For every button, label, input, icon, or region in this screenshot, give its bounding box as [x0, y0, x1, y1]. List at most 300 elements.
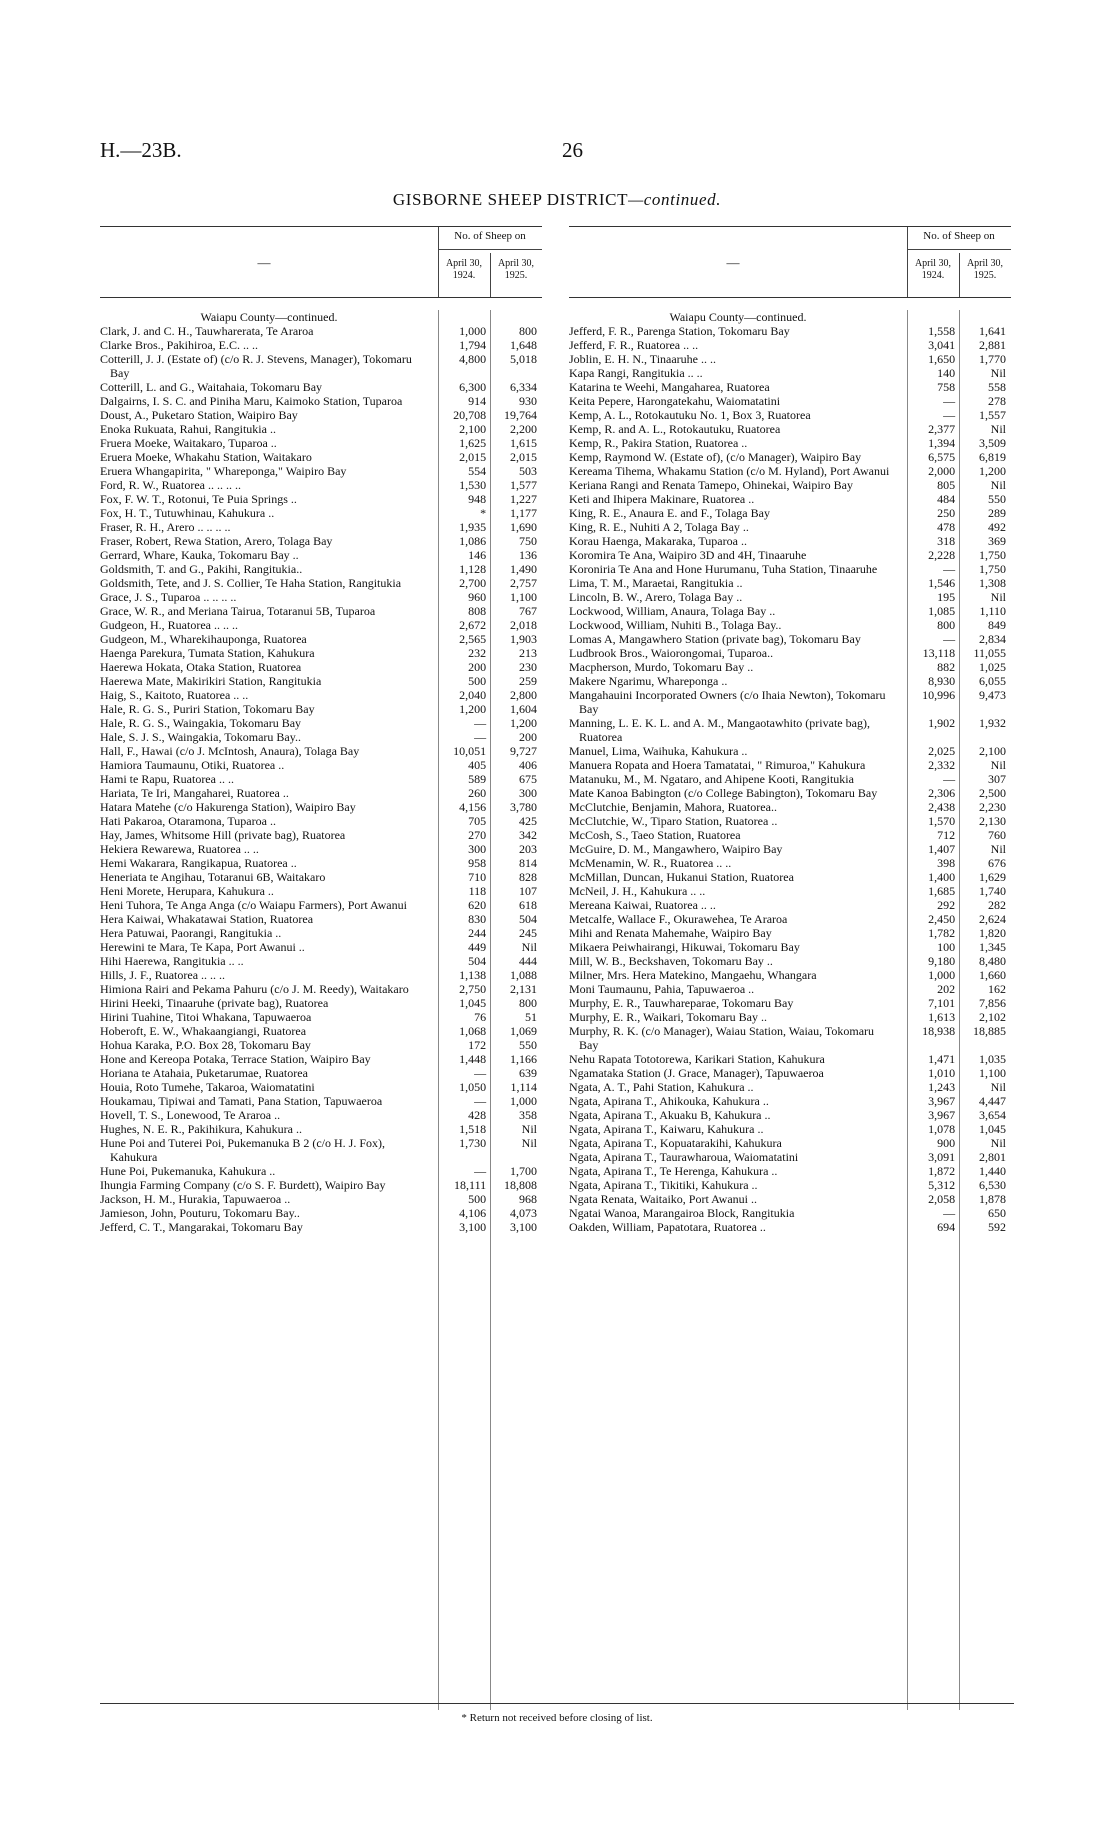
owner-name: Hoberoft, E. W., Whakaangiangi, Ruatorea — [100, 1024, 307, 1038]
table-row — [100, 464, 542, 478]
date-1925-header: April 30, 1925. — [966, 258, 1004, 281]
table-row — [569, 394, 1011, 408]
sheep-count-1925: 639 — [519, 1066, 538, 1080]
table-row — [100, 394, 542, 408]
sheep-count-1925: 213 — [519, 646, 538, 660]
owner-name: Haig, S., Kaitoto, Ruatorea .. .. — [100, 688, 249, 702]
owner-name: Hekiera Rewarewa, Ruatorea .. .. — [100, 842, 259, 856]
sheep-count-1924: 478 — [937, 520, 956, 534]
sheep-count-1924: 589 — [468, 772, 487, 786]
owner-name: Fruera Moeke, Waitakaro, Tuparoa .. — [100, 436, 277, 450]
sheep-count-1924: 6,575 — [928, 450, 956, 464]
sheep-count-1924: 484 — [937, 492, 956, 506]
table-row — [569, 1094, 1011, 1108]
sheep-count-1925: 2,800 — [510, 688, 538, 702]
table-row — [100, 1094, 542, 1108]
sheep-count-1924: 1,394 — [928, 436, 956, 450]
owner-name: Hera Kaiwai, Whakatawai Station, Ruatorea — [100, 912, 314, 926]
sheep-count-1924: 428 — [468, 1108, 487, 1122]
sheep-count-1925: 444 — [519, 954, 538, 968]
owner-name: Gerrard, Whare, Kauka, Tokomaru Bay .. — [100, 548, 299, 562]
table-row — [569, 828, 1011, 842]
owner-name: Ngata Renata, Waitaiko, Port Awanui .. — [569, 1192, 758, 1206]
owner-name: Manning, L. E. K. L. and A. M., Mangaotawhito (private bag), Ruatorea — [569, 716, 870, 744]
owner-name: Koroniria Te Ana and Hone Hurumanu, Tuha Station, Tinaaruhe — [569, 562, 878, 576]
table-row — [100, 1122, 542, 1136]
owner-name: Kemp, R. and A. L., Rotokautuku, Ruatorea — [569, 422, 781, 436]
owner-name: Korau Haenga, Makaraka, Tuparoa .. — [569, 534, 747, 548]
date-1924-header: April 30, 1924. — [914, 258, 952, 281]
table-row — [569, 436, 1011, 450]
sheep-count-1925: 230 — [519, 660, 538, 674]
owner-name: King, R. E., Anaura E. and F., Tolaga Bay — [569, 506, 770, 520]
table-row — [100, 856, 542, 870]
owner-name: Ngata, Apirana T., Kopuatarakihi, Kahukura — [569, 1136, 782, 1150]
owner-name: Ford, R. W., Ruatorea .. .. .. .. — [100, 478, 241, 492]
owner-name: Gudgeon, M., Wharekihauponga, Ruatorea — [100, 632, 307, 646]
sheep-count-1924: 1,000 — [459, 324, 487, 338]
sheep-count-1924: 705 — [468, 814, 487, 828]
owner-name: Clarke Bros., Pakihiroa, E.C. .. .. — [100, 338, 258, 352]
owner-name: Hills, J. F., Ruatorea .. .. .. — [100, 968, 226, 982]
owner-name: Makere Ngarimu, Whareponga .. — [569, 674, 728, 688]
owner-name: Fox, F. W. T., Rotonui, Te Puia Springs .. — [100, 492, 297, 506]
table-row — [100, 702, 542, 716]
sheep-count-1925: 3,780 — [510, 800, 538, 814]
sheep-count-1924: 1,471 — [928, 1052, 956, 1066]
owner-name: Houia, Roto Tumehe, Takaroa, Waiomatatini — [100, 1080, 315, 1094]
sheep-count-1925: 1,932 — [979, 716, 1007, 730]
sheep-count-1925: 1,000 — [510, 1094, 538, 1108]
table-row — [100, 422, 542, 436]
title-main: GISBORNE SHEEP DISTRICT — [392, 190, 629, 209]
sheep-count-1925: 550 — [519, 1038, 538, 1052]
table-row — [569, 1220, 1011, 1234]
owner-name: Katarina te Weehi, Mangaharea, Ruatorea — [569, 380, 770, 394]
table-row — [100, 968, 542, 982]
county-heading: Waiapu County—continued. — [669, 310, 807, 324]
sheep-count-1925: 1,700 — [510, 1164, 538, 1178]
sheep-count-1924: 405 — [468, 758, 487, 772]
sheep-count-1924: 1,400 — [928, 870, 956, 884]
sheep-count-1925: 282 — [988, 898, 1007, 912]
sheep-count-1925: 6,334 — [510, 380, 538, 394]
sheep-count-1925: 342 — [519, 828, 538, 842]
table-row — [569, 548, 1011, 562]
table-row — [100, 758, 542, 772]
sheep-count-1925: 3,100 — [510, 1220, 538, 1234]
table-row — [100, 520, 542, 534]
owner-name: Hay, James, Whitsome Hill (private bag), Ruatorea — [100, 828, 346, 842]
table-header — [100, 226, 542, 298]
owner-column-header: — — [257, 255, 271, 270]
table-row — [569, 534, 1011, 548]
owner-name: Hihi Haerewa, Rangitukia .. .. — [100, 954, 244, 968]
owner-name: McCosh, S., Taeo Station, Ruatorea — [569, 828, 741, 842]
sheep-count-1924: 3,041 — [928, 338, 956, 352]
table-row — [569, 1108, 1011, 1122]
sheep-count-1924: — — [474, 730, 487, 744]
sheep-count-1924: 805 — [937, 478, 956, 492]
owner-name: Hughes, N. E. R., Pakihikura, Kahukura .. — [100, 1122, 302, 1136]
table-row — [100, 450, 542, 464]
table-row — [569, 954, 1011, 968]
table-row — [569, 1010, 1011, 1024]
table-row — [569, 968, 1011, 982]
sheep-count-1924: 4,106 — [459, 1206, 487, 1220]
sheep-count-header: No. of Sheep on — [454, 230, 526, 242]
sheep-count-1924: 1,730 — [459, 1136, 487, 1150]
sheep-count-1925: 800 — [519, 324, 538, 338]
sheep-count-1924: 2,750 — [459, 982, 487, 996]
title-suffix: —continued. — [628, 190, 722, 209]
sheep-count-1924: 1,872 — [928, 1164, 956, 1178]
sheep-count-1925: 4,447 — [979, 1094, 1007, 1108]
sheep-count-1925: 107 — [519, 884, 538, 898]
page-title — [0, 190, 1114, 210]
table-row — [569, 352, 1011, 366]
sheep-count-1925: 2,015 — [510, 450, 538, 464]
sheep-count-1924: 694 — [937, 1220, 956, 1234]
table-row — [569, 1178, 1011, 1192]
table-row — [100, 1052, 542, 1066]
table-row — [569, 1052, 1011, 1066]
sheep-count-1924: 2,565 — [459, 632, 487, 646]
sheep-count-1925: 1,629 — [979, 870, 1007, 884]
sheep-count-1924: 882 — [937, 660, 956, 674]
owner-name: Moni Taumaunu, Pahia, Tapuwaeroa .. — [569, 982, 755, 996]
table-row — [100, 982, 542, 996]
sheep-count-1924: 1,794 — [459, 338, 487, 352]
sheep-count-1925: 51 — [525, 1010, 538, 1024]
sheep-count-1924: 2,306 — [928, 786, 956, 800]
sheep-count-1925: Nil — [990, 758, 1007, 772]
sheep-count-1924: 76 — [474, 1010, 487, 1024]
owner-name: Hovell, T. S., Lonewood, Te Araroa .. — [100, 1108, 281, 1122]
table-row — [100, 408, 542, 422]
sheep-count-1925: Nil — [990, 1136, 1007, 1150]
sheep-count-1925: 849 — [988, 618, 1007, 632]
sheep-count-1924: 808 — [468, 604, 487, 618]
owner-name: Lincoln, B. W., Arero, Tolaga Bay .. — [569, 590, 743, 604]
sheep-count-1925: Nil — [990, 1080, 1007, 1094]
sheep-count-1924: 398 — [937, 856, 956, 870]
table-row — [569, 338, 1011, 352]
table-row — [100, 716, 542, 730]
sheep-count-1924: — — [943, 408, 956, 422]
sheep-count-1924: 1,010 — [928, 1066, 956, 1080]
sheep-count-1925: 369 — [988, 534, 1007, 548]
table-row — [569, 870, 1011, 884]
owner-name: McMillan, Duncan, Hukanui Station, Ruatorea — [569, 870, 794, 884]
sheep-count-1925: 1,820 — [979, 926, 1007, 940]
owner-name: Grace, J. S., Tuparoa .. .. .. .. — [100, 590, 237, 604]
table-row — [100, 996, 542, 1010]
sheep-count-1924: — — [474, 1094, 487, 1108]
owner-name: Hune Poi, Pukemanuka, Kahukura .. — [100, 1164, 276, 1178]
sheep-count-1925: 558 — [988, 380, 1007, 394]
sheep-count-1925: 1,100 — [510, 590, 538, 604]
owner-name: Hale, R. G. S., Puriri Station, Tokomaru Bay — [100, 702, 315, 716]
table-row — [569, 506, 1011, 520]
owner-name: McNeil, J. H., Kahukura .. .. — [569, 884, 706, 898]
owner-name: Heni Morete, Herupara, Kahukura .. — [100, 884, 274, 898]
sheep-count-1924: 200 — [468, 660, 487, 674]
sheep-count-1925: 2,130 — [979, 814, 1007, 828]
table-row — [100, 1066, 542, 1080]
table-row — [100, 1192, 542, 1206]
owner-name: Himiona Rairi and Pekama Pahuru (c/o J. M. Reedy), Waitakaro — [100, 982, 409, 996]
sheep-count-1925: 1,440 — [979, 1164, 1007, 1178]
sheep-count-1925: 1,110 — [979, 604, 1007, 618]
date-1925-header: April 30, 1925. — [497, 258, 535, 281]
sheep-count-1925: 2,102 — [979, 1010, 1007, 1024]
owner-name: Lima, T. M., Maraetai, Rangitukia .. — [569, 576, 743, 590]
owner-name: Mikaera Peiwhairangi, Hikuwai, Tokomaru Bay — [569, 940, 800, 954]
sheep-count-1925: 650 — [988, 1206, 1007, 1220]
table-row — [100, 548, 542, 562]
sheep-count-1924: * — [480, 506, 487, 520]
footnote: * Return not received before closing of list. — [461, 1712, 653, 1724]
sheep-count-1924: 2,450 — [928, 912, 956, 926]
sheep-count-1924: 1,407 — [928, 842, 956, 856]
county-heading: Waiapu County—continued. — [200, 310, 338, 324]
sheep-count-1925: 200 — [519, 730, 538, 744]
table-row — [100, 478, 542, 492]
sheep-count-1924: 948 — [468, 492, 487, 506]
table-row — [100, 912, 542, 926]
sheep-count-1925: 18,808 — [504, 1178, 538, 1192]
owner-name: Ngata, A. T., Pahi Station, Kahukura .. — [569, 1080, 754, 1094]
sheep-count-1924: 146 — [468, 548, 487, 562]
owner-name: Hami te Rapu, Ruatorea .. .. — [100, 772, 234, 786]
sheep-count-1924: 6,300 — [459, 380, 487, 394]
sheep-count-1925: 1,069 — [510, 1024, 538, 1038]
sheep-count-1924: 449 — [468, 940, 487, 954]
owner-name: Goldsmith, Tete, and J. S. Collier, Te Haha Station, Rangitukia — [100, 576, 402, 590]
owner-name: Jamieson, John, Pouturu, Tokomaru Bay.. — [100, 1206, 300, 1220]
sheep-count-1925: 760 — [988, 828, 1007, 842]
owner-name: Hale, R. G. S., Waingakia, Tokomaru Bay — [100, 716, 302, 730]
owner-name: Haenga Parekura, Tumata Station, Kahukura — [100, 646, 315, 660]
sheep-count-1925: 750 — [519, 534, 538, 548]
sheep-count-1924: 1,078 — [928, 1122, 956, 1136]
sheep-count-1924: 1,128 — [459, 562, 487, 576]
sheep-count-1925: 504 — [519, 912, 538, 926]
table-row — [100, 730, 542, 744]
owner-name: Jefferd, C. T., Mangarakai, Tokomaru Bay — [100, 1220, 303, 1234]
table-row — [100, 492, 542, 506]
owner-name: McGuire, D. M., Mangawhero, Waipiro Bay — [569, 842, 783, 856]
table-row — [569, 450, 1011, 464]
sheep-count-1925: 968 — [519, 1192, 538, 1206]
sheep-count-1924: 10,051 — [453, 744, 487, 758]
sheep-count-1924: 3,967 — [928, 1094, 956, 1108]
sheep-count-1925: 18,885 — [973, 1024, 1007, 1038]
owner-name: King, R. E., Nuhiti A 2, Tolaga Bay .. — [569, 520, 749, 534]
owner-name: Hune Poi and Tuterei Poi, Pukemanuka B 2 (c/o H. J. Fox), Kahukura — [100, 1136, 385, 1164]
sheep-count-1924: 1,086 — [459, 534, 487, 548]
sheep-count-1924: 830 — [468, 912, 487, 926]
table-row — [100, 1136, 542, 1164]
sheep-count-1924: 1,000 — [928, 968, 956, 982]
table-row — [100, 688, 542, 702]
table-row — [100, 674, 542, 688]
table-row — [100, 1206, 542, 1220]
sheep-count-1924: 2,228 — [928, 548, 956, 562]
sheep-count-1924: 800 — [937, 618, 956, 632]
table-row — [100, 814, 542, 828]
sheep-count-1924: 3,967 — [928, 1108, 956, 1122]
sheep-count-1925: 5,018 — [510, 352, 538, 366]
table-row — [100, 898, 542, 912]
sheep-count-1925: 278 — [988, 394, 1007, 408]
sheep-count-1925: 1,615 — [510, 436, 538, 450]
sheep-count-1925: 2,100 — [979, 744, 1007, 758]
owner-name: McClutchie, Benjamin, Mahora, Ruatorea.. — [569, 800, 777, 814]
table-row — [100, 828, 542, 842]
sheep-count-1924: 1,085 — [928, 604, 956, 618]
table-row — [100, 842, 542, 856]
sheep-count-1924: 9,180 — [928, 954, 956, 968]
sheep-count-1924: 1,045 — [459, 996, 487, 1010]
sheep-count-1924: — — [943, 772, 956, 786]
sheep-count-1924: 18,111 — [454, 1178, 487, 1192]
sheep-count-1925: Nil — [521, 1136, 538, 1150]
owner-name: Clark, J. and C. H., Tauwharerata, Te Araroa — [100, 324, 314, 338]
sheep-count-1924: 1,650 — [928, 352, 956, 366]
sheep-count-1924: 10,996 — [922, 688, 956, 702]
owner-name: Gudgeon, H., Ruatorea .. .. .. — [100, 618, 238, 632]
sheep-count-1924: 232 — [468, 646, 487, 660]
table-row — [100, 604, 542, 618]
table-row — [100, 1080, 542, 1094]
sheep-count-1925: 1,604 — [510, 702, 538, 716]
sheep-count-1925: 814 — [519, 856, 538, 870]
sheep-count-1924: 202 — [937, 982, 956, 996]
table-row — [569, 898, 1011, 912]
owner-name: Fraser, Robert, Rewa Station, Arero, Tolaga Bay — [100, 534, 333, 548]
sheep-count-1925: 1,740 — [979, 884, 1007, 898]
table-row — [569, 562, 1011, 576]
sheep-count-1925: 1,200 — [979, 464, 1007, 478]
table-row — [569, 1164, 1011, 1178]
owner-name: Fox, H. T., Tutuwhinau, Kahukura .. — [100, 506, 275, 520]
owner-name: Murphy, R. K. (c/o Manager), Waiau Station, Waiau, Tokomaru Bay — [569, 1024, 875, 1052]
sheep-count-1924: 2,015 — [459, 450, 487, 464]
table-row — [100, 1024, 542, 1038]
owner-name: Milner, Mrs. Hera Matekino, Mangaehu, Whangara — [569, 968, 817, 982]
table-row — [100, 1164, 542, 1178]
sheep-count-1924: 1,902 — [928, 716, 956, 730]
table-row — [100, 646, 542, 660]
sheep-count-1924: 260 — [468, 786, 487, 800]
date-1924-header: April 30, 1924. — [445, 258, 483, 281]
table-row — [569, 646, 1011, 660]
sheep-count-1925: 1,345 — [979, 940, 1007, 954]
sheep-count-1925: Nil — [990, 842, 1007, 856]
table-row — [569, 632, 1011, 646]
owner-name: Mihi and Renata Mahemahe, Waipiro Bay — [569, 926, 772, 940]
sheep-count-1925: 2,801 — [979, 1150, 1007, 1164]
owner-name: Eruera Moeke, Whakahu Station, Waitakaro — [100, 450, 312, 464]
sheep-count-1925: 2,881 — [979, 338, 1007, 352]
sheep-count-1925: 1,903 — [510, 632, 538, 646]
owner-name: Murphy, E. R., Tauwhareparae, Tokomaru Bay — [569, 996, 794, 1010]
sheep-count-1924: — — [943, 1206, 956, 1220]
sheep-count-1925: 1,200 — [510, 716, 538, 730]
owner-name: Hemi Wakarara, Rangikapua, Ruatorea .. — [100, 856, 297, 870]
table-row — [569, 1136, 1011, 1150]
table-body — [100, 310, 542, 1710]
table-row — [100, 870, 542, 884]
owner-name: Lockwood, William, Nuhiti B., Tolaga Bay.. — [569, 618, 782, 632]
owner-name: Lockwood, William, Anaura, Tolaga Bay .. — [569, 604, 776, 618]
sheep-count-1925: 592 — [988, 1220, 1007, 1234]
page-number: 26 — [562, 138, 583, 162]
table-row — [100, 618, 542, 632]
table-row — [569, 674, 1011, 688]
owner-name: Murphy, E. R., Waikari, Tokomaru Bay .. — [569, 1010, 767, 1024]
table-row — [569, 940, 1011, 954]
owner-name: Hone and Kereopa Potaka, Terrace Station, Waipiro Bay — [100, 1052, 371, 1066]
sheep-count-1925: 307 — [988, 772, 1007, 786]
left-column — [100, 226, 542, 1710]
sheep-count-1924: 554 — [468, 464, 487, 478]
sheep-count-1924: 2,700 — [459, 576, 487, 590]
sheep-count-1925: 828 — [519, 870, 538, 884]
table-row — [569, 604, 1011, 618]
owner-name: Hale, S. J. S., Waingakia, Tokomaru Bay.. — [100, 730, 301, 744]
owner-name: Doust, A., Puketaro Station, Waipiro Bay — [100, 408, 298, 422]
owner-name: Ngamataka Station (J. Grace, Manager), Tapuwaeroa — [569, 1066, 824, 1080]
sheep-count-1925: 618 — [519, 898, 538, 912]
sheep-count-1925: 1,045 — [979, 1122, 1007, 1136]
sheep-count-1925: 2,834 — [979, 632, 1007, 646]
sheep-count-1924: 2,025 — [928, 744, 956, 758]
sheep-count-1924: 1,243 — [928, 1080, 956, 1094]
sheep-count-1924: 18,938 — [922, 1024, 956, 1038]
owner-name: Heneriata te Angihau, Totaranui 6B, Waitakaro — [100, 870, 326, 884]
sheep-count-1924: 1,546 — [928, 576, 956, 590]
sheep-count-1925: 3,509 — [979, 436, 1007, 450]
table-row — [100, 926, 542, 940]
owner-name: Ngatai Wanoa, Marangairoa Block, Rangitukia — [569, 1206, 795, 1220]
sheep-count-1925: 1,878 — [979, 1192, 1007, 1206]
table-row — [569, 982, 1011, 996]
sheep-count-1925: Nil — [521, 1122, 538, 1136]
owner-name: Oakden, William, Papatotara, Ruatorea .. — [569, 1220, 766, 1234]
owner-name: McMenamin, W. R., Ruatorea .. .. — [569, 856, 732, 870]
sheep-count-1924: 1,625 — [459, 436, 487, 450]
table-row — [100, 590, 542, 604]
sheep-count-1924: 8,930 — [928, 674, 956, 688]
sheep-count-1924: 270 — [468, 828, 487, 842]
sheep-count-1924: 3,100 — [459, 1220, 487, 1234]
sheep-count-1924: 300 — [468, 842, 487, 856]
footer-divider — [100, 1703, 1014, 1704]
owner-name: Ludbrook Bros., Waiorongomai, Tuparoa.. — [569, 646, 774, 660]
sheep-count-1924: 292 — [937, 898, 956, 912]
sheep-count-1924: 118 — [468, 884, 487, 898]
sheep-count-1924: 7,101 — [928, 996, 956, 1010]
sheep-count-1925: 1,750 — [979, 548, 1007, 562]
table-row — [100, 506, 542, 520]
owner-name: Ngata, Apirana T., Akuaku B, Kahukura .. — [569, 1108, 771, 1122]
sheep-count-1925: 1,166 — [510, 1052, 538, 1066]
sheep-count-1924: 958 — [468, 856, 487, 870]
sheep-count-1925: 1,177 — [510, 506, 538, 520]
